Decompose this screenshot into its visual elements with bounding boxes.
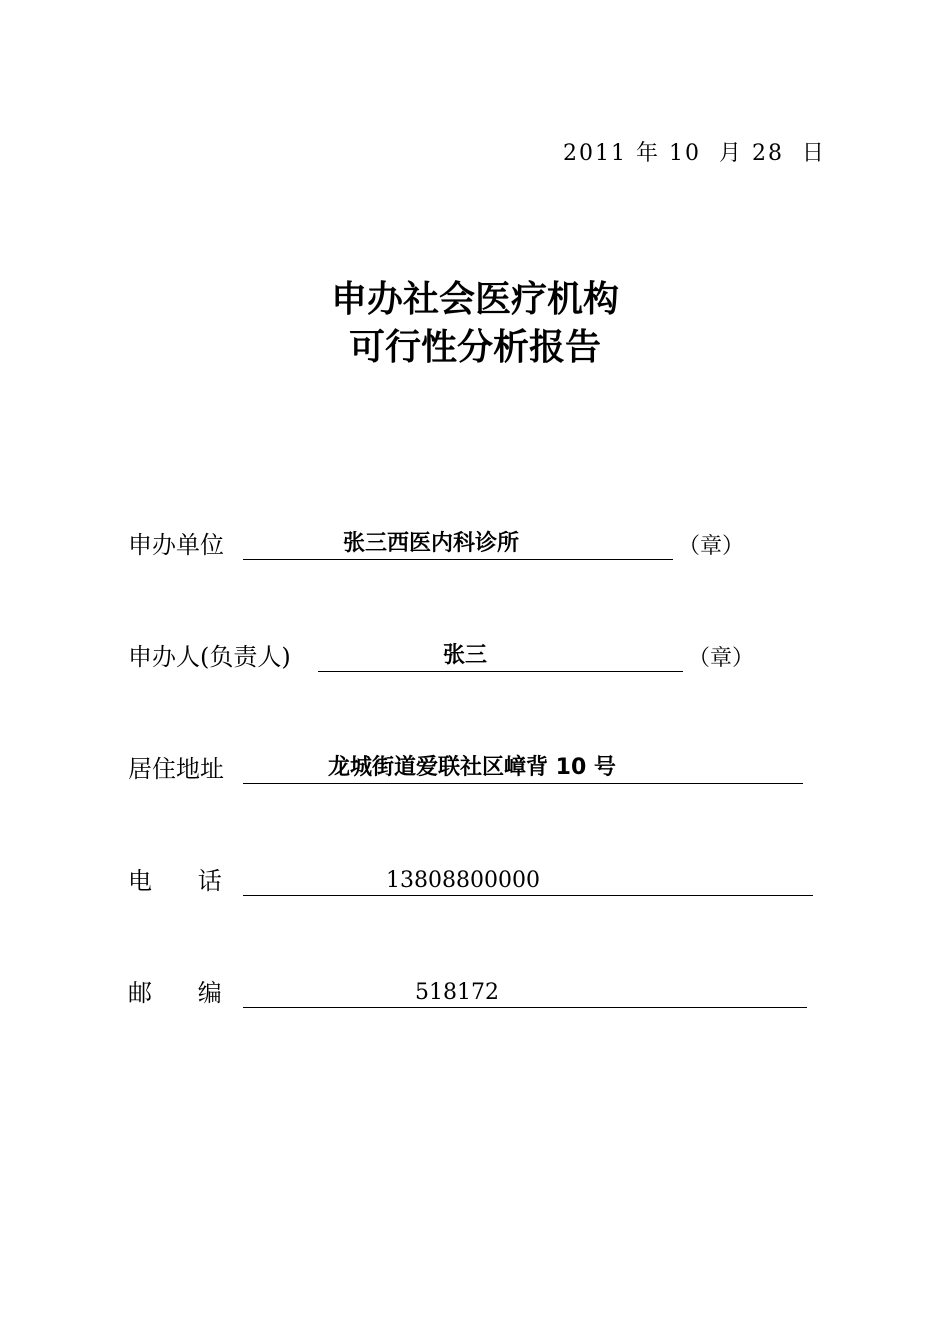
field-address-value: 龙城街道爱联社区嶂背 10 号: [328, 755, 616, 780]
field-phone: [128, 864, 828, 904]
field-phone-label: 电 话: [128, 867, 222, 895]
field-applicant-seal: （章）: [688, 646, 755, 671]
report-date: 2011 年 10 月 28 日: [563, 141, 826, 166]
title-line-1: 申办社会医疗机构: [330, 279, 619, 320]
field-unit-label: 申办单位: [128, 531, 224, 559]
field-phone-value: 13808800000: [386, 868, 540, 893]
field-unit-seal: （章）: [678, 534, 745, 559]
field-unit-line: [243, 529, 673, 560]
field-unit: [128, 528, 828, 568]
field-postcode: [128, 976, 828, 1016]
field-postcode-value: 518172: [415, 980, 499, 1005]
field-unit-value: 张三西医内科诊所: [343, 531, 520, 556]
field-applicant-value: 张三: [443, 643, 488, 668]
field-applicant-line: [318, 641, 683, 672]
field-applicant: [128, 640, 828, 680]
field-phone-line: [243, 865, 813, 896]
field-postcode-line: [243, 977, 807, 1008]
field-address-line: [243, 753, 803, 784]
title-line-2: 可行性分析报告: [348, 327, 601, 368]
field-address-label: 居住地址: [128, 755, 224, 783]
field-address: [128, 752, 828, 792]
field-applicant-label: 申办人(负责人): [128, 643, 291, 671]
field-postcode-label: 邮 编: [128, 979, 222, 1007]
